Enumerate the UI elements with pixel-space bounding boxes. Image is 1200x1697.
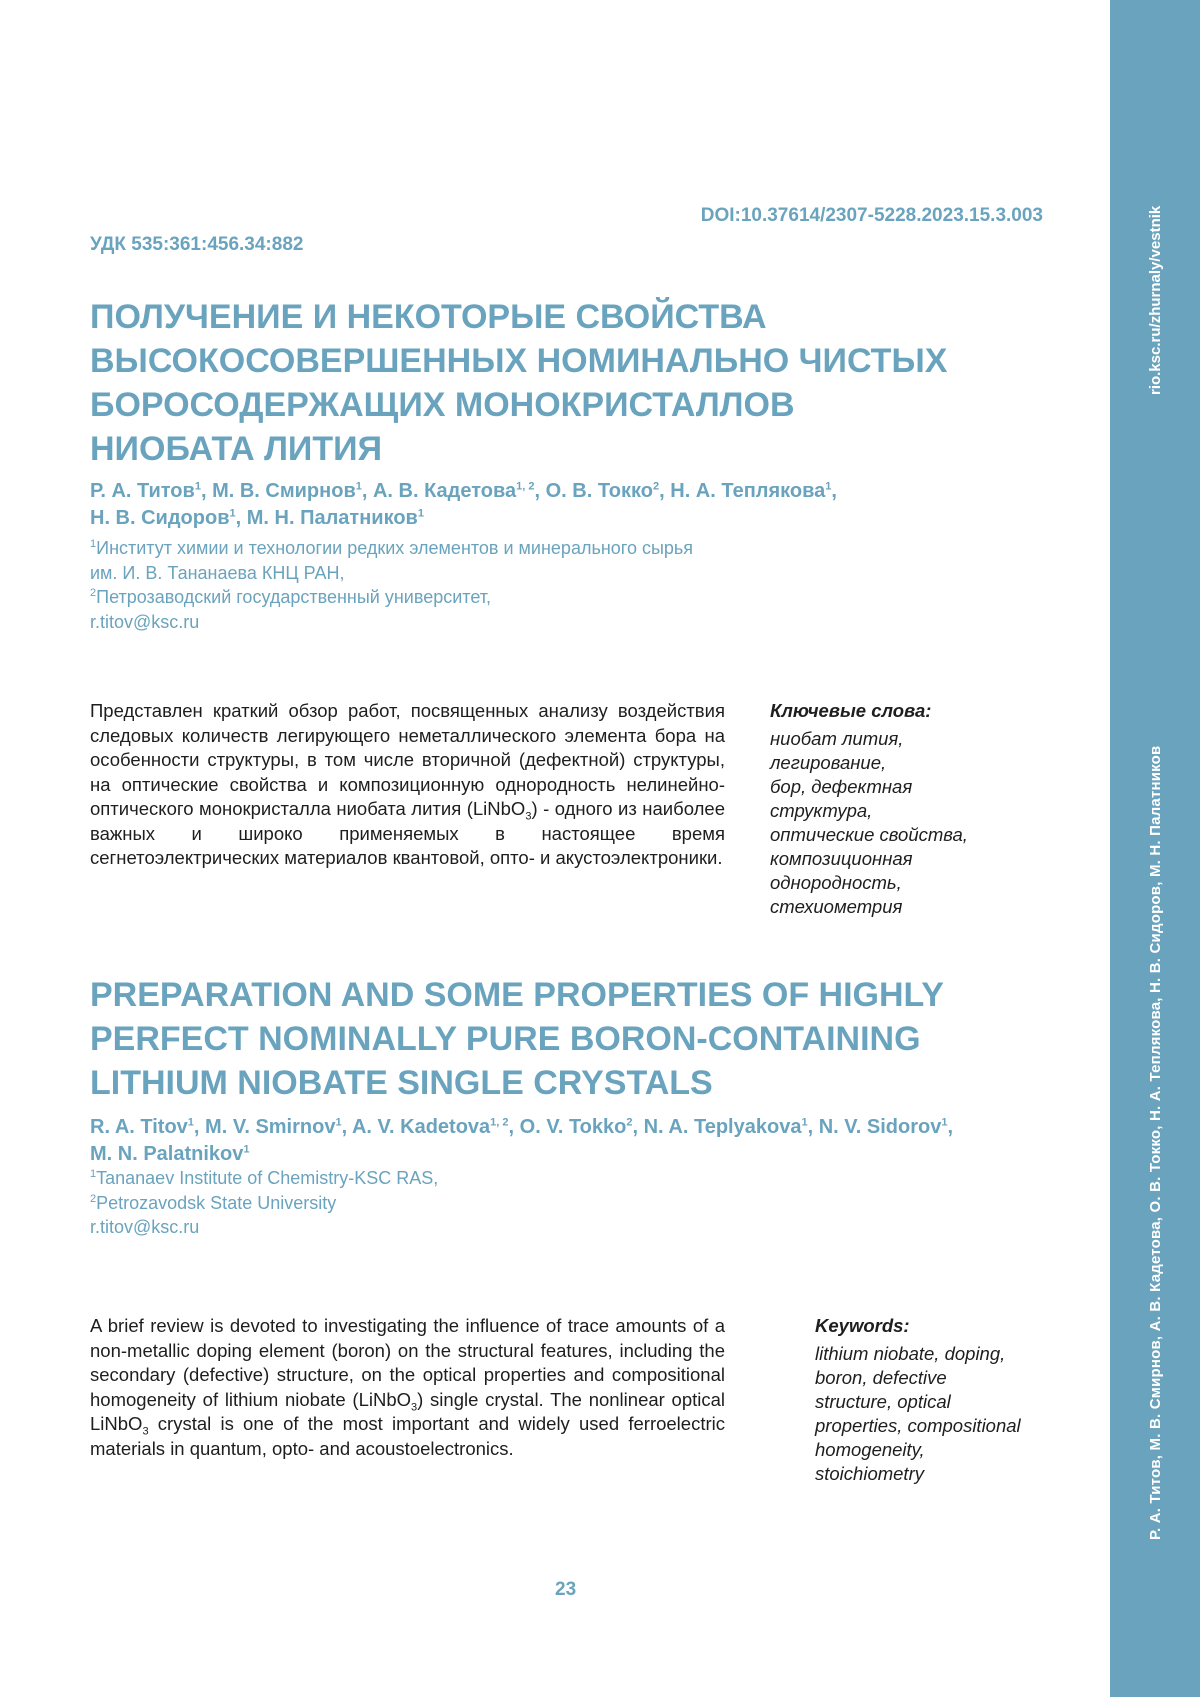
- authors-ru: [90, 478, 837, 532]
- affiliation: $^1$Tananaev Institute of Chemistry-KSC RAS,: [90, 1168, 439, 1188]
- author: М. В. Смирнов$^1$,: [212, 480, 373, 502]
- title-ru-line: ВЫСОКОСОВЕРШЕННЫХ НОМИНАЛЬНО ЧИСТЫХ: [90, 342, 948, 380]
- affiliations-ru: [90, 536, 693, 634]
- title-ru-line: НИОБАТА ЛИТИЯ: [90, 430, 383, 468]
- title-en: [90, 973, 1090, 1105]
- author: М. Н. Палатников$^1$: [246, 507, 424, 529]
- affiliation: $^2$Petrozavodsk State University: [90, 1192, 337, 1213]
- author: O. V. Tokko$^2$,: [519, 1116, 644, 1138]
- abstract-ru: Представлен краткий обзор работ, посвященных анализу воздействия следовых количеств легирующего неметаллического элемента бора на особенности структуры, в том числе вторичной (дефектной) структуры, на оптические свойства и композиционную однородность нелинейно-оптического монокристалла ниобата лития (LiNbO$_3$) - одного из наиболее важных и широко применяемых в настоящее время сегнетоэлектрических материалов квантовой, опто- и акустоэлектроники.: [90, 700, 725, 868]
- author: M. V. Smirnov$^1$,: [205, 1116, 352, 1138]
- affiliation: $^1$Институт химии и технологии редких элементов и минерального сырья: [90, 538, 694, 558]
- journal-url[interactable]: rio.ksc.ru/zhurnaly/vestnik: [1147, 205, 1164, 395]
- keywords-list: ниобат лития, легирование, бор, дефектная структура, оптические свойства, композиционная однородность, стехиометрия: [770, 728, 968, 917]
- title-en-line: PERFECT NOMINALLY PURE BORON-CONTAINING: [90, 1020, 921, 1058]
- abstract-en: A brief review is devoted to investigating the influence of trace amounts of a non-metallic doping element (boron) on the structural features, including the secondary (defective) structure, on the optical properties and compositional homogeneity of lithium niobate (LiNbO$_3$) single crystal. The nonlinear optical LiNbO$_3$ crystal is one of the most important and widely used ferroelectric materials in quantum, opto- and acoustoelectronics.: [90, 1315, 726, 1459]
- affiliation: $^2$Петрозаводский государственный университет,: [90, 587, 491, 607]
- title-ru-line: ПОЛУЧЕНИЕ И НЕКОТОРЫЕ СВОЙСТВА: [90, 298, 767, 336]
- keywords-en: [815, 1314, 1045, 1486]
- keywords-ru: [770, 699, 1010, 919]
- author: А. В. Кадетова$^{1, 2}$,: [372, 480, 546, 502]
- author: Н. В. Сидоров$^1$,: [90, 507, 247, 529]
- author: R. A. Titov$^1$,: [90, 1116, 206, 1138]
- title-en-line: LITHIUM NIOBATE SINGLE CRYSTALS: [90, 1064, 713, 1102]
- author: M. N. Palatnikov$^1$: [90, 1143, 250, 1165]
- email-link[interactable]: r.titov@ksc.ru: [90, 611, 200, 632]
- title-en-line: PREPARATION AND SOME PROPERTIES OF HIGHLY: [90, 976, 944, 1014]
- author: Н. А. Теплякова$^1$,: [670, 480, 837, 502]
- running-authors: Р. А. Титов, М. В. Смирнов, А. В. Кадетова, О. В. Токко, Н. А. Теплякова, Н. В. Сидоров, М. Н. Палатников: [1147, 745, 1164, 1540]
- affiliation: им. И. В. Тананаева КНЦ РАН,: [90, 562, 345, 583]
- keywords-title: Keywords:: [815, 1315, 910, 1336]
- author: A. V. Kadetova$^{1, 2}$,: [351, 1116, 520, 1138]
- author: N. V. Sidorov$^1$,: [818, 1116, 954, 1138]
- title-ru-line: БОРОСОДЕРЖАЩИХ МОНОКРИСТАЛЛОВ: [90, 386, 795, 424]
- email-link[interactable]: r.titov@ksc.ru: [90, 1217, 200, 1237]
- author: Р. А. Титов$^1$,: [90, 480, 213, 502]
- author: О. В. Токко$^2$,: [545, 480, 671, 502]
- doi[interactable]: DOI:10.37614/2307-5228.2023.15.3.003: [700, 205, 1043, 226]
- keywords-list: lithium niobate, doping, boron, defective structure, optical properties, compositional homogeneity, stoichiometry: [815, 1343, 1021, 1484]
- keywords-title: Ключевые слова:: [770, 700, 932, 721]
- udk-code: УДК 535:361:456.34:882: [90, 234, 304, 255]
- author: N. A. Teplyakova$^1$,: [643, 1116, 819, 1138]
- title-ru: [90, 295, 1090, 471]
- authors-en: [90, 1114, 953, 1168]
- affiliations-en: [90, 1166, 438, 1240]
- page-number: 23: [555, 1579, 577, 1600]
